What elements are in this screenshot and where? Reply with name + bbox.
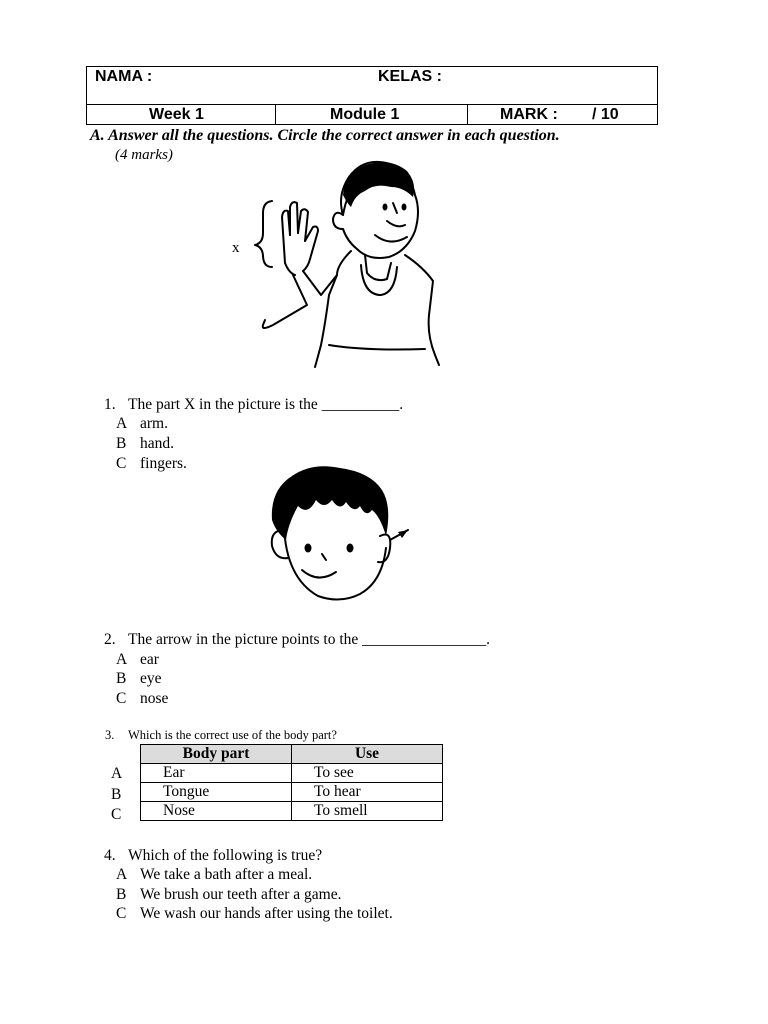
q1-option-b[interactable]: hand. bbox=[140, 435, 175, 452]
header-name-row bbox=[87, 67, 657, 105]
q1-option-c-letter: C bbox=[116, 455, 127, 472]
q2-option-c[interactable]: nose bbox=[140, 690, 169, 707]
table-header-row bbox=[141, 745, 443, 764]
q1-option-a-letter: A bbox=[116, 415, 128, 432]
table-cell-part: Ear bbox=[141, 764, 292, 783]
q1-option-c[interactable]: fingers. bbox=[140, 455, 187, 472]
mark-label: MARK : bbox=[500, 106, 558, 123]
q4-option-c[interactable]: We wash our hands after using the toilet. bbox=[140, 905, 393, 922]
nama-label: NAMA : bbox=[95, 68, 153, 85]
q1-number: 1. bbox=[104, 396, 116, 413]
table-cell-use: To see bbox=[292, 764, 443, 783]
table-cell-use: To hear bbox=[292, 783, 443, 802]
divider bbox=[467, 105, 468, 125]
q2-number: 2. bbox=[104, 631, 116, 648]
q2-option-b-letter: B bbox=[116, 670, 127, 687]
q2-option-b[interactable]: eye bbox=[140, 670, 162, 687]
table-row[interactable] bbox=[141, 783, 443, 802]
table-header-body-part: Body part bbox=[141, 745, 292, 764]
boy-waving-illustration bbox=[225, 155, 445, 370]
table-header-use: Use bbox=[292, 745, 443, 764]
section-marks: (4 marks) bbox=[115, 147, 173, 163]
q3-option-b-letter: B bbox=[111, 786, 122, 803]
q2-option-a-letter: A bbox=[116, 651, 128, 668]
body-part-table bbox=[140, 744, 443, 821]
q4-option-b-letter: B bbox=[116, 886, 127, 903]
table-row[interactable] bbox=[141, 802, 443, 821]
q3-option-c-letter: C bbox=[111, 806, 122, 823]
kelas-label: KELAS : bbox=[378, 68, 442, 85]
q4-text: Which of the following is true? bbox=[128, 847, 323, 864]
q1-option-a[interactable]: arm. bbox=[140, 415, 168, 432]
q2-text: The arrow in the picture points to the ________________. bbox=[128, 631, 491, 648]
week-label: Week 1 bbox=[149, 106, 204, 123]
section-instruction: A. Answer all the questions. Circle the correct answer in each question. bbox=[90, 127, 560, 144]
boy-face-illustration bbox=[262, 460, 422, 608]
q3-number: 3. bbox=[105, 728, 115, 742]
q4-option-b[interactable]: We brush our teeth after a game. bbox=[140, 886, 342, 903]
q3-text: Which is the correct use of the body part? bbox=[128, 728, 337, 742]
q4-option-a[interactable]: We take a bath after a meal. bbox=[140, 866, 313, 883]
part-x-label: x bbox=[232, 240, 240, 256]
table-cell-part: Tongue bbox=[141, 783, 292, 802]
q4-number: 4. bbox=[104, 847, 116, 864]
mark-total: / 10 bbox=[592, 106, 619, 123]
header-table bbox=[86, 66, 658, 125]
q2-option-c-letter: C bbox=[116, 690, 127, 707]
q3-option-a-letter: A bbox=[111, 765, 123, 782]
q4-option-c-letter: C bbox=[116, 905, 127, 922]
header-info-row bbox=[87, 105, 657, 125]
q1-text: The part X in the picture is the __________. bbox=[128, 396, 404, 413]
q1-option-b-letter: B bbox=[116, 435, 127, 452]
module-label: Module 1 bbox=[330, 106, 400, 123]
q4-option-a-letter: A bbox=[116, 866, 128, 883]
table-cell-part: Nose bbox=[141, 802, 292, 821]
table-row[interactable] bbox=[141, 764, 443, 783]
q2-option-a[interactable]: ear bbox=[140, 651, 159, 668]
divider bbox=[275, 105, 276, 125]
table-cell-use: To smell bbox=[292, 802, 443, 821]
